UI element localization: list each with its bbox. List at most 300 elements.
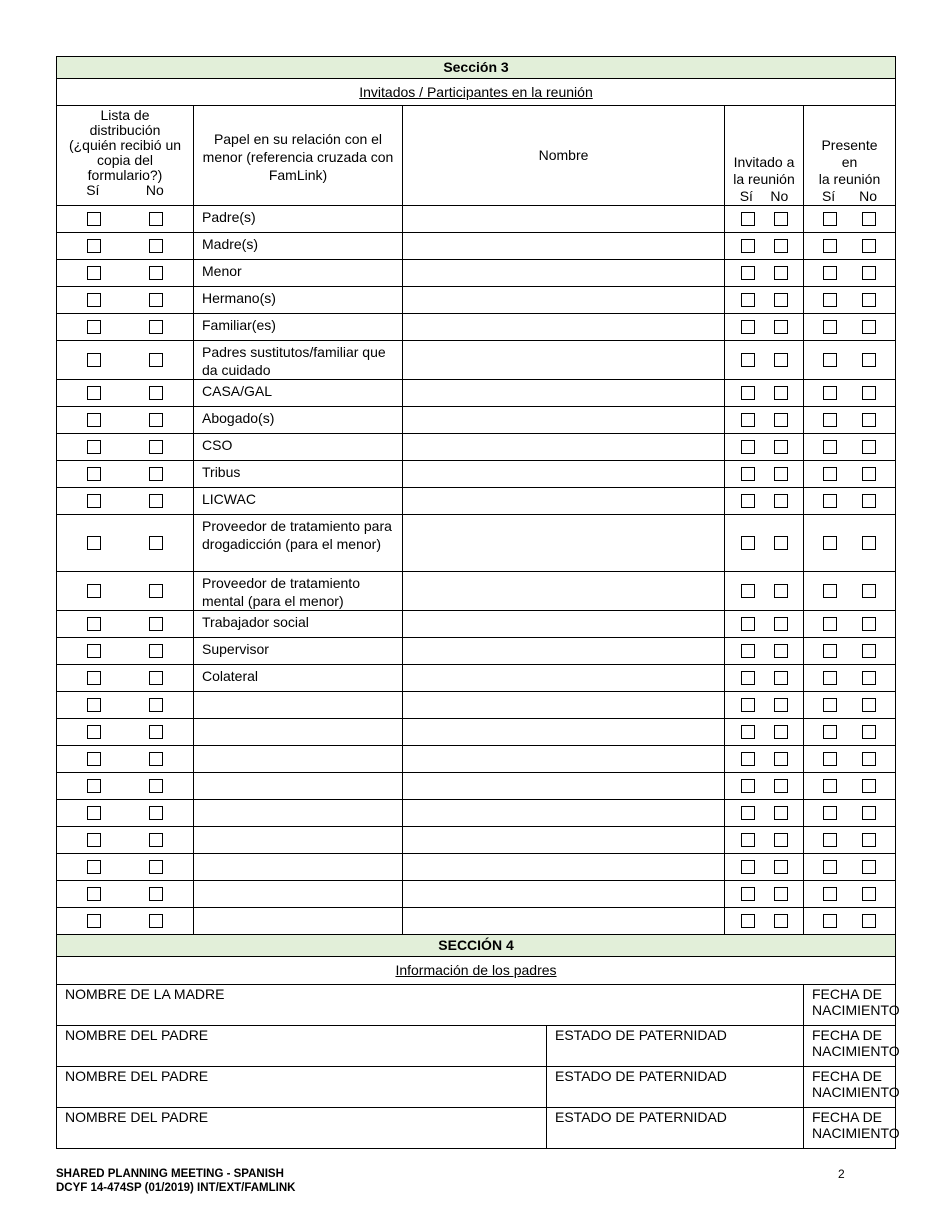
role-cell: Padre(s) — [194, 206, 403, 233]
distribution-yes-checkbox[interactable] — [87, 779, 101, 793]
invited-no-checkbox[interactable] — [774, 386, 788, 400]
invited-yes-checkbox[interactable] — [741, 386, 755, 400]
invited-yes-checkbox[interactable] — [741, 440, 755, 454]
invited-yes-checkbox[interactable] — [741, 266, 755, 280]
present-yes-checkbox[interactable] — [823, 266, 837, 280]
present-no-checkbox[interactable] — [862, 671, 876, 685]
role-cell: Hermano(s) — [194, 287, 403, 314]
invited-no-checkbox[interactable] — [774, 671, 788, 685]
present-no-checkbox[interactable] — [862, 914, 876, 928]
invited-cell — [725, 854, 804, 881]
present-no-checkbox[interactable] — [862, 266, 876, 280]
present-no-checkbox[interactable] — [862, 779, 876, 793]
participant-name-field[interactable] — [403, 206, 725, 233]
role-cell: Proveedor de tratamiento mental (para el menor) — [194, 572, 403, 611]
present-yes-checkbox[interactable] — [823, 353, 837, 367]
present-cell — [804, 611, 896, 638]
distribution-yes-checkbox[interactable] — [87, 806, 101, 820]
distribution-cell — [57, 773, 194, 800]
invited-cell — [725, 407, 804, 434]
distribution-cell — [57, 233, 194, 260]
distribution-yes-checkbox[interactable] — [87, 887, 101, 901]
distribution-no-checkbox[interactable] — [149, 806, 163, 820]
distribution-yes-checkbox[interactable] — [87, 914, 101, 928]
invited-yes-checkbox[interactable] — [741, 536, 755, 550]
invited-yes-checkbox[interactable] — [741, 494, 755, 508]
invited-yes-checkbox[interactable] — [741, 212, 755, 226]
distribution-yes-checkbox[interactable] — [87, 584, 101, 598]
present-yes-checkbox[interactable] — [823, 644, 837, 658]
present-no-checkbox[interactable] — [862, 320, 876, 334]
distribution-no-checkbox[interactable] — [149, 266, 163, 280]
present-yes-checkbox[interactable] — [823, 413, 837, 427]
role-cell: CASA/GAL — [194, 380, 403, 407]
invited-yes-checkbox[interactable] — [741, 833, 755, 847]
invited-no-checkbox[interactable] — [774, 584, 788, 598]
distribution-no-checkbox[interactable] — [149, 467, 163, 481]
participant-name-field[interactable] — [403, 719, 725, 746]
distribution-yes-checkbox[interactable] — [87, 671, 101, 685]
section4-subtitle: Información de los padres — [57, 957, 896, 985]
role-cell — [194, 692, 403, 719]
distribution-no-checkbox[interactable] — [149, 386, 163, 400]
role-cell: Colateral — [194, 665, 403, 692]
present-yes-checkbox[interactable] — [823, 806, 837, 820]
distribution-yes-checkbox[interactable] — [87, 860, 101, 874]
father-name-field[interactable]: NOMBRE DEL PADRE — [57, 1026, 547, 1067]
participant-row — [57, 233, 896, 260]
distribution-yes-checkbox[interactable] — [87, 353, 101, 367]
invited-yes-checkbox[interactable] — [741, 239, 755, 253]
invited-yes-checkbox[interactable] — [741, 413, 755, 427]
present-cell — [804, 746, 896, 773]
page-number: 2 — [838, 1167, 845, 1181]
invited-yes-checkbox[interactable] — [741, 698, 755, 712]
invited-cell — [725, 638, 804, 665]
present-yes-checkbox[interactable] — [823, 833, 837, 847]
distribution-yes-checkbox[interactable] — [87, 494, 101, 508]
invited-cell — [725, 314, 804, 341]
present-yes-checkbox[interactable] — [823, 860, 837, 874]
distribution-yes-checkbox[interactable] — [87, 413, 101, 427]
distribution-no-checkbox[interactable] — [149, 293, 163, 307]
present-cell — [804, 881, 896, 908]
distribution-no-checkbox[interactable] — [149, 833, 163, 847]
invited-header: Invitado a la reunión Sí No — [725, 106, 804, 206]
participant-row — [57, 341, 896, 380]
present-no-checkbox[interactable] — [862, 584, 876, 598]
paternity-status-field[interactable]: ESTADO DE PATERNIDAD — [547, 1067, 804, 1108]
invited-yes-checkbox[interactable] — [741, 779, 755, 793]
present-no-checkbox[interactable] — [862, 752, 876, 766]
invited-cell — [725, 665, 804, 692]
present-cell — [804, 461, 896, 488]
distribution-cell — [57, 206, 194, 233]
role-cell — [194, 854, 403, 881]
present-yes-checkbox[interactable] — [823, 887, 837, 901]
invited-yes-checkbox[interactable] — [741, 467, 755, 481]
invited-cell — [725, 746, 804, 773]
distribution-yes-checkbox[interactable] — [87, 698, 101, 712]
mother-birth-date-field[interactable]: FECHA DE NACIMIENTO — [804, 985, 896, 1026]
role-cell: Abogado(s) — [194, 407, 403, 434]
participant-name-field[interactable] — [403, 341, 725, 380]
distribution-cell — [57, 611, 194, 638]
invited-cell — [725, 380, 804, 407]
present-no-checkbox[interactable] — [862, 833, 876, 847]
present-yes-checkbox[interactable] — [823, 914, 837, 928]
invited-yes-checkbox[interactable] — [741, 752, 755, 766]
role-cell — [194, 746, 403, 773]
present-cell — [804, 341, 896, 380]
present-no-checkbox[interactable] — [862, 536, 876, 550]
participant-row — [57, 461, 896, 488]
invited-cell — [725, 488, 804, 515]
footer-form-id: DCYF 14-474SP (01/2019) INT/EXT/FAMLINK — [56, 1182, 296, 1194]
participant-row — [57, 719, 896, 746]
distribution-no-checkbox[interactable] — [149, 887, 163, 901]
footer-form-title: SHARED PLANNING MEETING - SPANISH — [56, 1168, 284, 1180]
participant-name-field[interactable] — [403, 827, 725, 854]
distribution-cell — [57, 881, 194, 908]
distribution-cell — [57, 854, 194, 881]
distribution-cell — [57, 461, 194, 488]
invited-no-checkbox[interactable] — [774, 617, 788, 631]
present-yes-checkbox[interactable] — [823, 752, 837, 766]
role-cell: Menor — [194, 260, 403, 287]
distribution-no-checkbox[interactable] — [149, 413, 163, 427]
present-yes-checkbox[interactable] — [823, 386, 837, 400]
role-cell — [194, 719, 403, 746]
present-no-checkbox[interactable] — [862, 386, 876, 400]
participant-name-field[interactable] — [403, 572, 725, 611]
role-cell — [194, 800, 403, 827]
present-no-checkbox[interactable] — [862, 617, 876, 631]
distribution-yes-checkbox[interactable] — [87, 467, 101, 481]
distribution-yes-checkbox[interactable] — [87, 617, 101, 631]
distribution-yes-checkbox[interactable] — [87, 239, 101, 253]
father-name-field[interactable]: NOMBRE DEL PADRE — [57, 1108, 547, 1149]
invited-yes-checkbox[interactable] — [741, 293, 755, 307]
distribution-cell — [57, 908, 194, 935]
distribution-yes-checkbox[interactable] — [87, 386, 101, 400]
participant-row — [57, 434, 896, 461]
role-cell — [194, 908, 403, 935]
distribution-yes-checkbox[interactable] — [87, 833, 101, 847]
father-name-field[interactable]: NOMBRE DEL PADRE — [57, 1067, 547, 1108]
role-cell: CSO — [194, 434, 403, 461]
invited-yes-checkbox[interactable] — [741, 806, 755, 820]
present-cell — [804, 407, 896, 434]
participant-name-field[interactable] — [403, 515, 725, 572]
role-cell: Familiar(es) — [194, 314, 403, 341]
present-cell — [804, 854, 896, 881]
participant-row — [57, 692, 896, 719]
role-cell — [194, 827, 403, 854]
invited-no-checkbox[interactable] — [774, 293, 788, 307]
present-no-checkbox[interactable] — [862, 239, 876, 253]
present-cell — [804, 800, 896, 827]
invited-cell — [725, 434, 804, 461]
invited-yes-checkbox[interactable] — [741, 725, 755, 739]
participant-name-field[interactable] — [403, 611, 725, 638]
distribution-no-checkbox[interactable] — [149, 860, 163, 874]
distribution-yes-checkbox[interactable] — [87, 644, 101, 658]
invited-cell — [725, 341, 804, 380]
present-yes-checkbox[interactable] — [823, 536, 837, 550]
participant-row — [57, 827, 896, 854]
role-cell — [194, 773, 403, 800]
invited-no-checkbox[interactable] — [774, 413, 788, 427]
participant-name-field[interactable] — [403, 638, 725, 665]
invited-yes-checkbox[interactable] — [741, 617, 755, 631]
father-birth-date-field[interactable]: FECHA DE NACIMIENTO — [804, 1026, 896, 1067]
present-cell — [804, 572, 896, 611]
participant-name-field[interactable] — [403, 800, 725, 827]
present-no-checkbox[interactable] — [862, 887, 876, 901]
participant-name-field[interactable] — [403, 461, 725, 488]
participant-name-field[interactable] — [403, 854, 725, 881]
participant-name-field[interactable] — [403, 746, 725, 773]
present-no-checkbox[interactable] — [862, 440, 876, 454]
invited-no-checkbox[interactable] — [774, 860, 788, 874]
invited-no-checkbox[interactable] — [774, 353, 788, 367]
distribution-no-checkbox[interactable] — [149, 440, 163, 454]
present-no-checkbox[interactable] — [862, 644, 876, 658]
invited-cell — [725, 515, 804, 572]
present-yes-checkbox[interactable] — [823, 440, 837, 454]
present-cell — [804, 908, 896, 935]
present-cell — [804, 665, 896, 692]
distribution-cell — [57, 260, 194, 287]
participant-row — [57, 572, 896, 611]
participant-row — [57, 380, 896, 407]
section4-title: SECCIÓN 4 — [57, 935, 896, 957]
present-no-checkbox[interactable] — [862, 725, 876, 739]
participant-name-field[interactable] — [403, 314, 725, 341]
invited-yes-checkbox[interactable] — [741, 887, 755, 901]
present-yes-checkbox[interactable] — [823, 212, 837, 226]
invited-no-checkbox[interactable] — [774, 914, 788, 928]
section3-title: Sección 3 — [57, 57, 896, 79]
distribution-yes-checkbox[interactable] — [87, 320, 101, 334]
present-no-checkbox[interactable] — [862, 293, 876, 307]
present-no-checkbox[interactable] — [862, 860, 876, 874]
participant-name-field[interactable] — [403, 260, 725, 287]
present-cell — [804, 233, 896, 260]
invited-cell — [725, 572, 804, 611]
father-birth-date-field[interactable]: FECHA DE NACIMIENTO — [804, 1108, 896, 1149]
distribution-no-checkbox[interactable] — [149, 752, 163, 766]
invited-no-checkbox[interactable] — [774, 779, 788, 793]
invited-no-checkbox[interactable] — [774, 806, 788, 820]
distribution-cell — [57, 692, 194, 719]
distribution-no-checkbox[interactable] — [149, 212, 163, 226]
distribution-no-checkbox[interactable] — [149, 353, 163, 367]
present-no-checkbox[interactable] — [862, 494, 876, 508]
invited-no-checkbox[interactable] — [774, 266, 788, 280]
participant-row — [57, 773, 896, 800]
invited-no-checkbox[interactable] — [774, 239, 788, 253]
present-cell — [804, 773, 896, 800]
invited-cell — [725, 287, 804, 314]
participant-row — [57, 488, 896, 515]
distribution-no-checkbox[interactable] — [149, 698, 163, 712]
present-yes-checkbox[interactable] — [823, 671, 837, 685]
distribution-yes-checkbox[interactable] — [87, 212, 101, 226]
role-cell: LICWAC — [194, 488, 403, 515]
participant-row — [57, 515, 896, 572]
participant-name-field[interactable] — [403, 488, 725, 515]
form-footer — [56, 1167, 846, 1195]
role-cell: Trabajador social — [194, 611, 403, 638]
invited-no-checkbox[interactable] — [774, 536, 788, 550]
present-no-checkbox[interactable] — [862, 467, 876, 481]
present-cell — [804, 488, 896, 515]
distribution-no-checkbox[interactable] — [149, 494, 163, 508]
invited-no-checkbox[interactable] — [774, 494, 788, 508]
form-table — [56, 56, 900, 1149]
distribution-no-checkbox[interactable] — [149, 914, 163, 928]
participant-row — [57, 908, 896, 935]
invited-no-checkbox[interactable] — [774, 833, 788, 847]
participant-name-field[interactable] — [403, 407, 725, 434]
distribution-cell — [57, 380, 194, 407]
distribution-cell — [57, 341, 194, 380]
section3-subtitle: Invitados / Participantes en la reunión — [57, 79, 896, 106]
invited-cell — [725, 461, 804, 488]
distribution-cell — [57, 665, 194, 692]
distribution-yes-checkbox[interactable] — [87, 293, 101, 307]
distribution-cell — [57, 572, 194, 611]
present-no-checkbox[interactable] — [862, 806, 876, 820]
invited-yes-checkbox[interactable] — [741, 671, 755, 685]
distribution-no-checkbox[interactable] — [149, 536, 163, 550]
distribution-yes-checkbox[interactable] — [87, 725, 101, 739]
participant-name-field[interactable] — [403, 665, 725, 692]
invited-no-checkbox[interactable] — [774, 440, 788, 454]
present-cell — [804, 380, 896, 407]
distribution-yes-checkbox[interactable] — [87, 266, 101, 280]
distribution-cell — [57, 407, 194, 434]
distribution-no-checkbox[interactable] — [149, 584, 163, 598]
invited-cell — [725, 719, 804, 746]
distribution-no-checkbox[interactable] — [149, 725, 163, 739]
distribution-no-checkbox[interactable] — [149, 644, 163, 658]
paternity-status-field[interactable]: ESTADO DE PATERNIDAD — [547, 1108, 804, 1149]
participant-name-field[interactable] — [403, 233, 725, 260]
participant-row — [57, 260, 896, 287]
participant-row — [57, 746, 896, 773]
distribution-no-checkbox[interactable] — [149, 320, 163, 334]
invited-yes-checkbox[interactable] — [741, 584, 755, 598]
father-birth-date-field[interactable]: FECHA DE NACIMIENTO — [804, 1067, 896, 1108]
present-yes-checkbox[interactable] — [823, 779, 837, 793]
invited-no-checkbox[interactable] — [774, 212, 788, 226]
present-cell — [804, 206, 896, 233]
participant-name-field[interactable] — [403, 773, 725, 800]
invited-yes-checkbox[interactable] — [741, 353, 755, 367]
participant-row — [57, 314, 896, 341]
present-yes-checkbox[interactable] — [823, 698, 837, 712]
paternity-status-field[interactable]: ESTADO DE PATERNIDAD — [547, 1026, 804, 1067]
present-cell — [804, 638, 896, 665]
invited-no-checkbox[interactable] — [774, 887, 788, 901]
invited-yes-checkbox[interactable] — [741, 914, 755, 928]
participant-name-field[interactable] — [403, 692, 725, 719]
present-no-checkbox[interactable] — [862, 413, 876, 427]
participant-row — [57, 800, 896, 827]
present-yes-checkbox[interactable] — [823, 725, 837, 739]
distribution-no-checkbox[interactable] — [149, 671, 163, 685]
invited-no-checkbox[interactable] — [774, 698, 788, 712]
role-cell: Proveedor de tratamiento para drogadicción (para el menor) — [194, 515, 403, 572]
distribution-cell — [57, 314, 194, 341]
invited-cell — [725, 611, 804, 638]
mother-name-field[interactable]: NOMBRE DE LA MADRE — [57, 985, 804, 1026]
distribution-yes-checkbox[interactable] — [87, 536, 101, 550]
present-no-checkbox[interactable] — [862, 698, 876, 712]
participant-name-field[interactable] — [403, 881, 725, 908]
invited-yes-checkbox[interactable] — [741, 860, 755, 874]
present-yes-checkbox[interactable] — [823, 494, 837, 508]
present-yes-checkbox[interactable] — [823, 320, 837, 334]
present-yes-checkbox[interactable] — [823, 617, 837, 631]
invited-yes-checkbox[interactable] — [741, 320, 755, 334]
role-header: Papel en su relación con el menor (referencia cruzada con FamLink) — [194, 106, 403, 206]
distribution-cell — [57, 746, 194, 773]
distribution-no-checkbox[interactable] — [149, 617, 163, 631]
present-cell — [804, 719, 896, 746]
distribution-yes-checkbox[interactable] — [87, 440, 101, 454]
present-cell — [804, 515, 896, 572]
present-yes-checkbox[interactable] — [823, 584, 837, 598]
participant-name-field[interactable] — [403, 434, 725, 461]
participant-name-field[interactable] — [403, 380, 725, 407]
invited-no-checkbox[interactable] — [774, 752, 788, 766]
participant-row — [57, 854, 896, 881]
distribution-cell — [57, 719, 194, 746]
invited-no-checkbox[interactable] — [774, 644, 788, 658]
present-yes-checkbox[interactable] — [823, 293, 837, 307]
invited-no-checkbox[interactable] — [774, 320, 788, 334]
present-no-checkbox[interactable] — [862, 212, 876, 226]
present-cell — [804, 314, 896, 341]
present-cell — [804, 827, 896, 854]
invited-no-checkbox[interactable] — [774, 725, 788, 739]
present-yes-checkbox[interactable] — [823, 239, 837, 253]
participant-row — [57, 407, 896, 434]
invited-cell — [725, 260, 804, 287]
distribution-no-checkbox[interactable] — [149, 239, 163, 253]
present-header: Presente en la reunión Sí No — [804, 106, 896, 206]
role-cell: Padres sustitutos/familiar que da cuidado — [194, 341, 403, 380]
invited-cell — [725, 908, 804, 935]
participant-row — [57, 638, 896, 665]
present-cell — [804, 434, 896, 461]
present-cell — [804, 260, 896, 287]
role-cell: Tribus — [194, 461, 403, 488]
invited-yes-checkbox[interactable] — [741, 644, 755, 658]
distribution-cell — [57, 827, 194, 854]
participant-name-field[interactable] — [403, 287, 725, 314]
distribution-no-checkbox[interactable] — [149, 779, 163, 793]
present-no-checkbox[interactable] — [862, 353, 876, 367]
distribution-yes-checkbox[interactable] — [87, 752, 101, 766]
present-yes-checkbox[interactable] — [823, 467, 837, 481]
participant-name-field[interactable] — [403, 908, 725, 935]
invited-no-checkbox[interactable] — [774, 467, 788, 481]
